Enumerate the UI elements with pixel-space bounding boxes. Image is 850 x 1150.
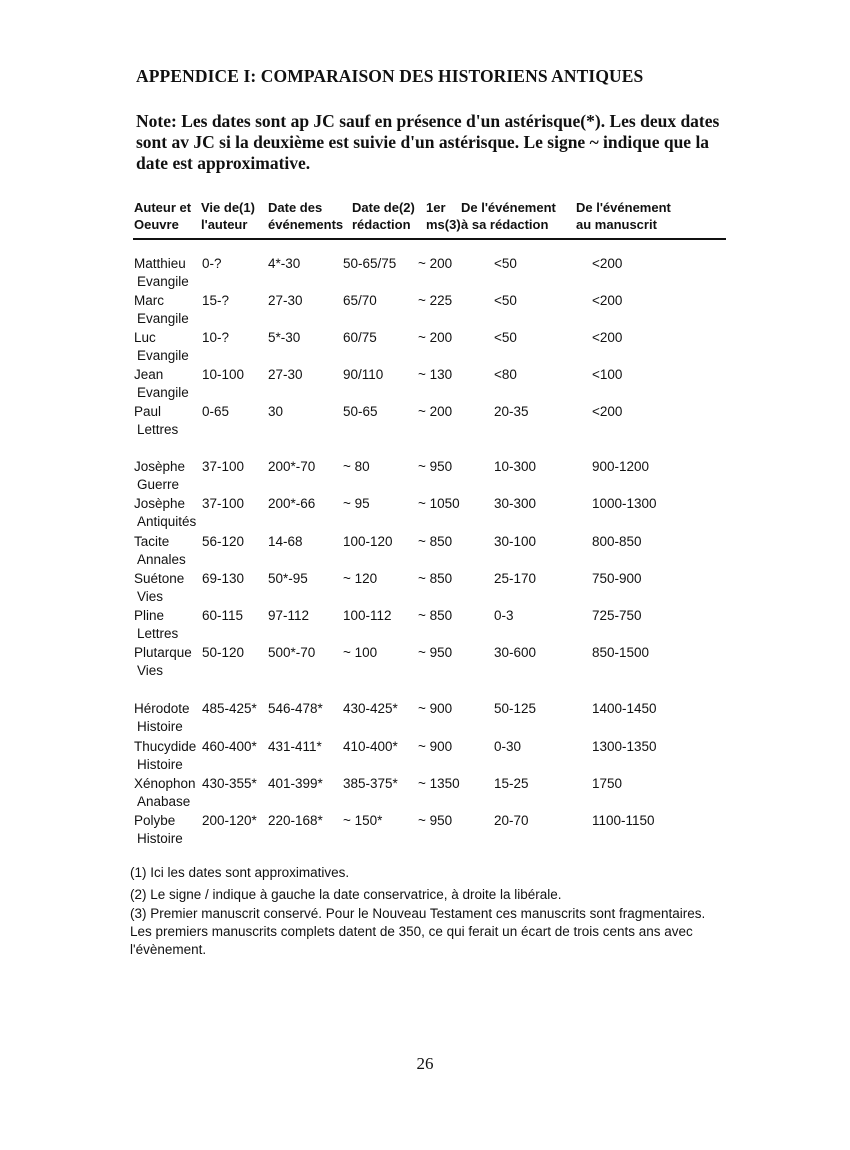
header-event-to-writing: De l'événement à sa rédaction: [461, 200, 556, 232]
cell-author: Plutarque: [134, 645, 192, 660]
cell-author: Pline: [134, 608, 165, 623]
cell-life: 56-120: [202, 534, 245, 549]
cell-first-ms: ~ 225: [418, 293, 453, 308]
cell-event-to-ms: 800-850: [592, 534, 642, 549]
cell-first-ms: ~ 950: [418, 813, 453, 828]
cell-event-to-writing: <80: [494, 367, 517, 382]
cell-life: 460-400*: [202, 739, 257, 754]
cell-writing: ~ 120: [343, 571, 378, 586]
cell-first-ms: ~ 200: [418, 256, 453, 271]
cell-writing: 100-120: [343, 534, 393, 549]
cell-author: Paul: [134, 404, 162, 419]
cell-life: 430-355*: [202, 776, 257, 791]
cell-event-to-writing: <50: [494, 293, 517, 308]
cell-author: Suétone: [134, 571, 185, 586]
cell-writing: 50-65/75: [343, 256, 397, 271]
cell-event-to-ms: <100: [592, 367, 623, 382]
cell-writing: ~ 150*: [343, 813, 383, 828]
cell-life: 200-120*: [202, 813, 257, 828]
cell-author: Polybe: [134, 813, 176, 828]
cell-event-to-writing: <50: [494, 330, 517, 345]
cell-work: Lettres: [137, 422, 179, 437]
cell-event-to-writing: 20-70: [494, 813, 529, 828]
cell-work: Evangile: [137, 274, 189, 289]
footnote-2: (2) Le signe / indique à gauche la date conservatrice, à droite la libérale.: [130, 887, 562, 902]
cell-events: 200*-66: [268, 496, 316, 511]
cell-events: 4*-30: [268, 256, 301, 271]
cell-events: 30: [268, 404, 284, 419]
cell-writing: ~ 95: [343, 496, 370, 511]
cell-events: 401-399*: [268, 776, 323, 791]
cell-events: 14-68: [268, 534, 303, 549]
cell-event-to-ms: 1400-1450: [592, 701, 657, 716]
cell-work: Anabase: [137, 794, 191, 809]
cell-event-to-ms: <200: [592, 256, 623, 271]
cell-first-ms: ~ 1350: [418, 776, 460, 791]
cell-life: 37-100: [202, 459, 245, 474]
cell-life: 0-?: [202, 256, 222, 271]
cell-event-to-writing: 30-100: [494, 534, 537, 549]
cell-work: Antiquités: [137, 514, 197, 529]
cell-life: 69-130: [202, 571, 245, 586]
cell-life: 485-425*: [202, 701, 257, 716]
cell-first-ms: ~ 850: [418, 608, 453, 623]
cell-event-to-ms: 1750: [592, 776, 623, 791]
cell-first-ms: ~ 850: [418, 571, 453, 586]
header-author: Auteur et Oeuvre: [134, 200, 192, 232]
page-title: APPENDICE I: COMPARAISON DES HISTORIENS ANTIQUES: [136, 66, 644, 86]
cell-writing: 65/70: [343, 293, 377, 308]
cell-event-to-ms: 750-900: [592, 571, 642, 586]
header-events: Date des événements: [268, 200, 344, 232]
cell-writing: 90/110: [343, 367, 384, 382]
header-writing: Date de(2) rédaction: [352, 200, 415, 232]
cell-event-to-writing: 30-300: [494, 496, 537, 511]
cell-events: 431-411*: [268, 739, 322, 754]
cell-first-ms: ~ 130: [418, 367, 453, 382]
cell-author: Xénophon: [134, 776, 196, 791]
cell-first-ms: ~ 200: [418, 404, 453, 419]
cell-author: Matthieu: [134, 256, 186, 271]
cell-author: Tacite: [134, 534, 170, 549]
cell-first-ms: ~ 950: [418, 645, 453, 660]
cell-life: 50-120: [202, 645, 245, 660]
cell-life: 10-?: [202, 330, 230, 345]
cell-event-to-ms: 1100-1150: [592, 813, 655, 828]
cell-writing: ~ 100: [343, 645, 378, 660]
cell-work: Guerre: [137, 477, 180, 492]
cell-event-to-ms: 900-1200: [592, 459, 650, 474]
cell-writing: 430-425*: [343, 701, 398, 716]
header-event-to-ms: De l'événement au manuscrit: [576, 200, 671, 232]
cell-writing: 410-400*: [343, 739, 398, 754]
cell-first-ms: ~ 200: [418, 330, 453, 345]
cell-events: 546-478*: [268, 701, 323, 716]
cell-event-to-writing: 0-30: [494, 739, 522, 754]
cell-events: 50*-95: [268, 571, 308, 586]
cell-events: 200*-70: [268, 459, 316, 474]
cell-work: Evangile: [137, 348, 189, 363]
cell-events: 27-30: [268, 367, 303, 382]
cell-author: Thucydide: [134, 739, 197, 754]
cell-work: Histoire: [137, 719, 183, 734]
cell-event-to-writing: 20-35: [494, 404, 529, 419]
cell-event-to-writing: 30-600: [494, 645, 537, 660]
note-text: Les dates sont ap JC sauf en présence d'un astérisque(*). Les deux dates sont av JC si la deuxième est suivie d'un astérisque. Le signe ~ indique que la date est approximative.: [136, 111, 720, 173]
cell-event-to-ms: 850-1500: [592, 645, 650, 660]
cell-events: 220-168*: [268, 813, 323, 828]
cell-writing: ~ 80: [343, 459, 370, 474]
cell-author: Marc: [134, 293, 164, 308]
cell-first-ms: ~ 900: [418, 739, 453, 754]
cell-author: Josèphe: [134, 459, 186, 474]
cell-first-ms: ~ 850: [418, 534, 453, 549]
cell-event-to-writing: 25-170: [494, 571, 537, 586]
header-life: Vie de(1) l'auteur: [201, 200, 255, 232]
note-paragraph: [136, 111, 726, 174]
cell-writing: 100-112: [343, 608, 392, 623]
cell-events: 97-112: [268, 608, 310, 623]
cell-life: 15-?: [202, 293, 230, 308]
cell-life: 37-100: [202, 496, 245, 511]
cell-first-ms: ~ 950: [418, 459, 453, 474]
cell-writing: 60/75: [343, 330, 377, 345]
cell-events: 500*-70: [268, 645, 316, 660]
footnote-1: (1) Ici les dates sont approximatives.: [130, 865, 350, 880]
cell-writing: 50-65: [343, 404, 378, 419]
cell-work: Annales: [137, 552, 186, 567]
cell-work: Vies: [137, 663, 164, 678]
cell-event-to-ms: 1000-1300: [592, 496, 657, 511]
cell-event-to-ms: <200: [592, 293, 623, 308]
cell-event-to-ms: <200: [592, 330, 623, 345]
cell-event-to-writing: <50: [494, 256, 517, 271]
cell-first-ms: ~ 900: [418, 701, 453, 716]
cell-life: 0-65: [202, 404, 230, 419]
cell-writing: 385-375*: [343, 776, 398, 791]
cell-event-to-writing: 15-25: [494, 776, 529, 791]
cell-event-to-ms: <200: [592, 404, 623, 419]
cell-events: 5*-30: [268, 330, 301, 345]
cell-work: Vies: [137, 589, 164, 604]
cell-work: Evangile: [137, 311, 189, 326]
cell-work: Histoire: [137, 831, 183, 846]
page-number: 26: [416, 1054, 434, 1073]
cell-author: Jean: [134, 367, 164, 382]
cell-work: Lettres: [137, 626, 179, 641]
cell-life: 60-115: [202, 608, 244, 623]
cell-events: 27-30: [268, 293, 303, 308]
cell-author: Luc: [134, 330, 156, 345]
cell-event-to-ms: 725-750: [592, 608, 642, 623]
cell-life: 10-100: [202, 367, 245, 382]
cell-work: Histoire: [137, 757, 183, 772]
note-label: Note:: [136, 111, 177, 131]
cell-first-ms: ~ 1050: [418, 496, 460, 511]
cell-author: Hérodote: [134, 701, 190, 716]
cell-event-to-writing: 0-3: [494, 608, 514, 623]
header-first-ms: 1er ms(3): [426, 200, 461, 232]
cell-event-to-writing: 50-125: [494, 701, 537, 716]
cell-work: Evangile: [137, 385, 189, 400]
cell-author: Josèphe: [134, 496, 186, 511]
footnote-3: (3) Premier manuscrit conservé. Pour le Nouveau Testament ces manuscrits sont fragmentaires. Les premiers manuscrits complets datent de 350, ce qui ferait un écart de trois cents ans avec l'évènement.: [130, 906, 706, 957]
header-rule: [133, 238, 726, 240]
cell-event-to-writing: 10-300: [494, 459, 537, 474]
cell-event-to-ms: 1300-1350: [592, 739, 657, 754]
